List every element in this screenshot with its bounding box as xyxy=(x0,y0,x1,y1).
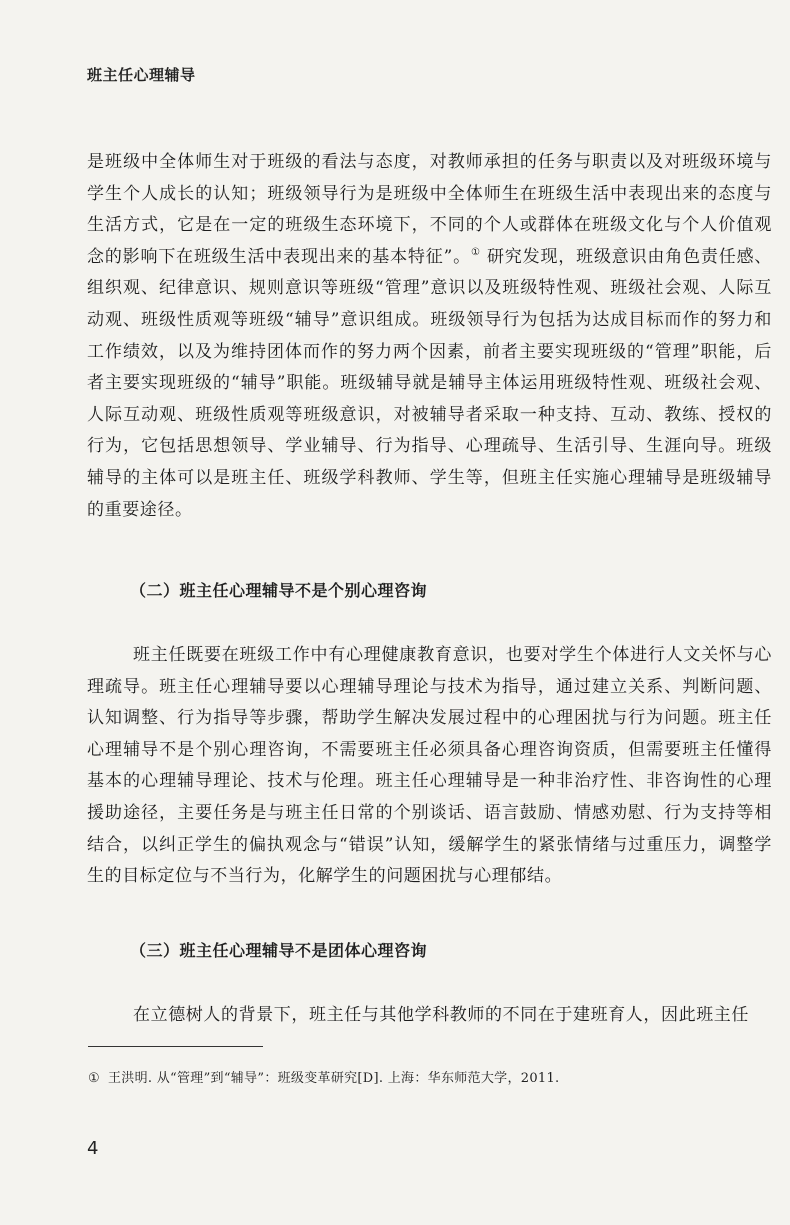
body-paragraph-2: 班主任既要在班级工作中有心理健康教育意识，也要对学生个体进行人文关怀与心理疏导。班主任心理辅导要以心理辅导理论与技术为指导，通过建立关系、判断问题、认知调整、行为指导等步骤，帮助学生解决发展过程中的心理困扰与行为问题。班主任心理辅导不是个别心理咨询，不需要班主任必须具备心理咨询资质，但需要班主任懂得基本的心理辅导理论、技术与伦理。班主任心理辅导是一种非治疗性、非咨询性的心理援助途径，主要任务是与班主任日常的个别谈话、语言鼓励、情感劝慰、行为支持等相结合，以纠正学生的偏执观念与“错误”认知，缓解学生的紧张情绪与过重压力，调整学生的目标定位与不当行为，化解学生的问题困扰与心理郁结。 xyxy=(87,645,772,887)
body-paragraph-3: 在立德树人的背景下，班主任与其他学科教师的不同在于建班育人，因此班主任 xyxy=(133,1005,749,1025)
running-header: 班主任心理辅导 xyxy=(87,66,196,84)
body-paragraph-1 xyxy=(87,147,772,526)
footnote-text: 王洪明. 从“管理”到“辅导”：班级变革研究[D]. 上海：华东师范大学，2011. xyxy=(107,1071,560,1086)
footnote-divider xyxy=(88,1046,263,1047)
page-number: 4 xyxy=(87,1138,99,1159)
section-heading-3: （三）班主任心理辅导不是团体心理咨询 xyxy=(130,941,428,960)
footnote-reference: ① xyxy=(470,246,481,258)
paragraph-1-text-a: 是班级中全体师生对于班级的看法与态度，对教师承担的任务与职责以及对班级环境与学生个人成长的认知；班级领导行为是班级中全体师生在班级生活中表现出来的态度与生活方式，它是在一定的班级生态环境下，不同的个人或群体在班级文化与个人价值观念的影响下在班级生活中表现出来的基本特征”。 xyxy=(87,152,772,267)
footnote xyxy=(88,1067,559,1086)
paragraph-1-text-b: 研究发现，班级意识由角色责任感、组织观、纪律意识、规则意识等班级“管理”意识以及班级特性观、班级社会观、人际互动观、班级性质观等班级“辅导”意识组成。班级领导行为包括为达成目标而作的努力和工作绩效，以及为维持团体而作的努力两个因素，前者主要实现班级的“管理”职能，后者主要实现班级的“辅导”职能。班级辅导就是辅导主体运用班级特性观、班级社会观、人际互动观、班级性质观等班级意识，对被辅导者采取一种支持、互动、教练、授权的行为，它包括思想领导、学业辅导、行为指导、心理疏导、生活引导、生涯向导。班级辅导的主体可以是班主任、班级学科教师、学生等，但班主任实施心理辅导是班级辅导的重要途径。 xyxy=(87,246,772,520)
section-heading-2: （二）班主任心理辅导不是个别心理咨询 xyxy=(130,581,428,600)
footnote-mark: ① xyxy=(88,1071,100,1086)
